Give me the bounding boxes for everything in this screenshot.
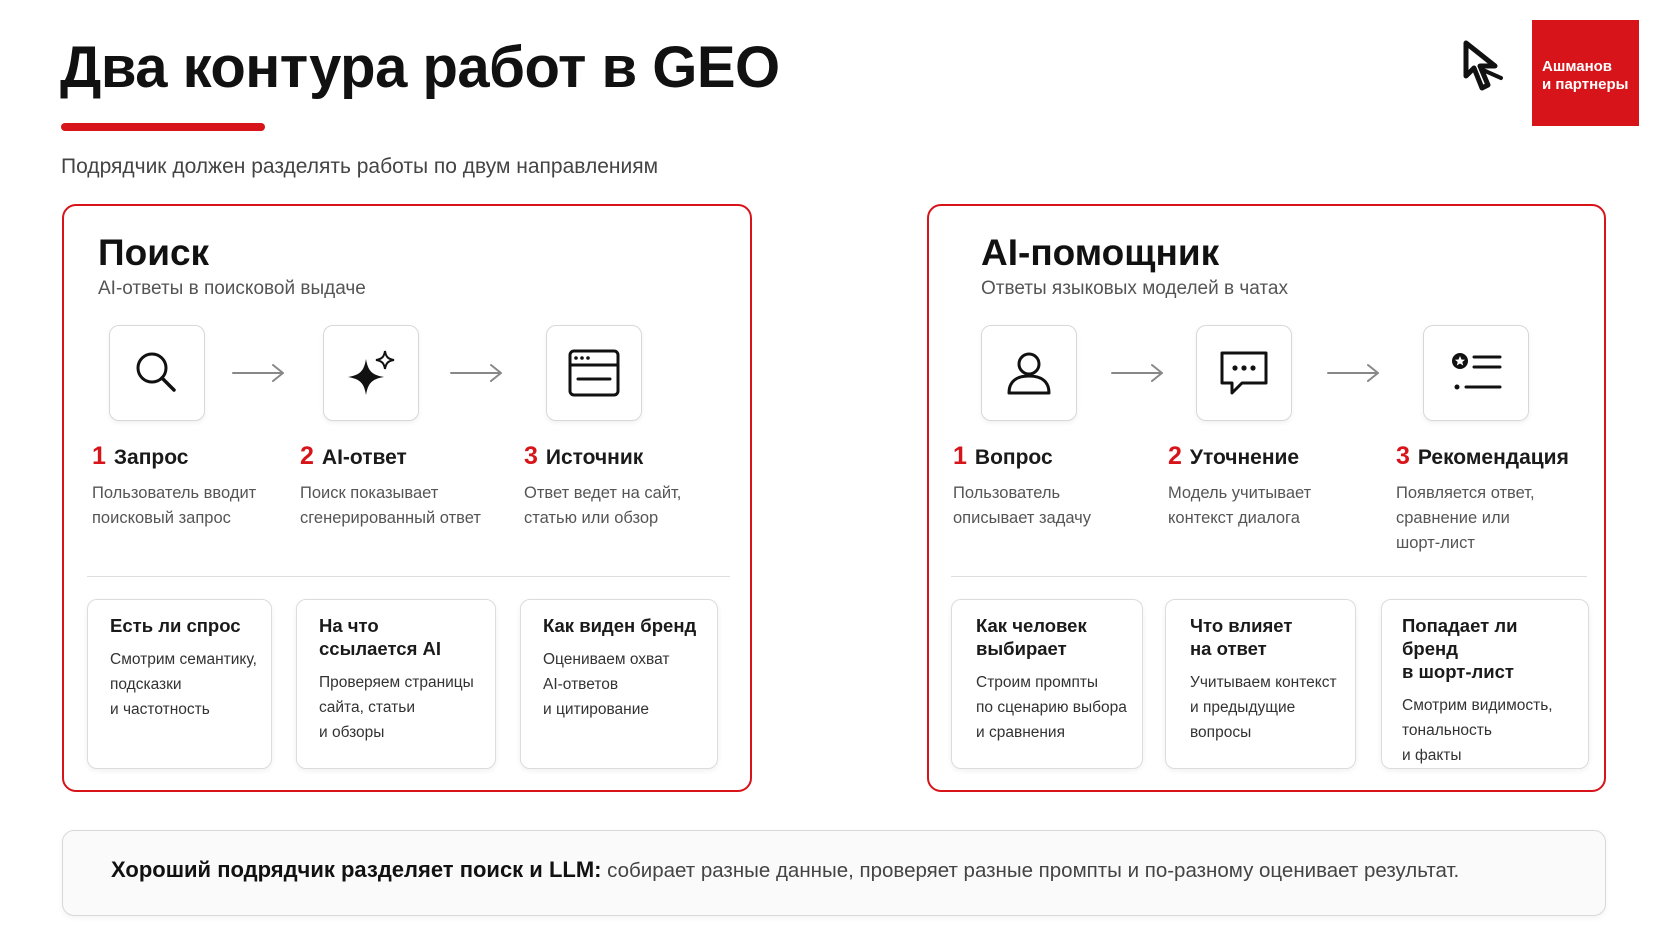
search-panel-subtitle: AI-ответы в поисковой выдаче [98,278,366,299]
page-subtitle: Подрядчик должен разделять работы по двум направлениям [61,155,659,178]
info-card [296,599,496,769]
info-card [520,599,718,769]
assistant-panel [927,204,1606,792]
step-icon-box [323,325,419,421]
section-divider [951,576,1587,577]
company-logo [1532,20,1639,126]
step-label: Вопрос [974,446,1053,469]
step-icon-box [1423,325,1529,421]
step-number: 2 [300,442,314,470]
chat-bubble-icon [1214,343,1274,403]
card-title: Что влияет на ответ [1190,615,1293,659]
step-description: Пользователь вводит поисковый запрос [92,484,257,527]
step-label: Источник [545,446,644,469]
assistant-panel-title: AI-помощник [981,232,1220,273]
step-1 [953,442,1053,471]
user-icon [999,343,1059,403]
step-3 [1396,442,1569,471]
search-panel-title: Поиск [98,232,210,273]
step-icon-box [546,325,642,421]
arrow-right-icon [1110,360,1166,386]
card-text: Учитываем контекст и предыдущие вопросы [1190,674,1337,741]
title-underline [61,123,265,131]
step-number: 3 [524,442,538,470]
card-title: Как виден бренд [543,615,697,636]
step-description: Модель учитывает контекст диалога [1168,484,1312,527]
card-text: Оцениваем охват AI-ответов и цитирование [543,651,670,718]
card-title: Попадает ли бренд в шорт-лист [1402,615,1518,682]
browser-window-icon [564,343,624,403]
step-description: Пользователь описывает задачу [953,484,1091,527]
step-icon-box [981,325,1077,421]
step-icon-box [109,325,205,421]
summary-banner [62,830,1606,916]
card-text: Строим промпты по сценарию выбора и сравнения [976,674,1127,741]
step-description: Поиск показывает сгенерированный ответ [300,484,481,527]
step-label: Рекомендация [1417,446,1569,469]
cursor-arrow-icon [1463,40,1505,98]
info-card [951,599,1143,769]
step-2 [1168,442,1299,471]
step-number: 2 [1168,442,1182,470]
step-3 [524,442,643,471]
step-label: Уточнение [1189,446,1300,469]
card-text: Смотрим семантику, подсказки и частотность [110,651,257,718]
info-card [1381,599,1589,769]
search-panel [62,204,752,792]
step-2 [300,442,407,471]
step-number: 3 [1396,442,1410,470]
starred-list-icon [1446,343,1506,403]
info-card [87,599,272,769]
step-label: AI-ответ [321,446,407,469]
page-title: Два контура работ в GEO [60,35,780,100]
arrow-right-icon [231,360,287,386]
card-text: Смотрим видимость, тональность и факты [1402,697,1553,764]
logo-line-2: и партнеры [1542,76,1629,93]
step-description: Ответ ведет на сайт, статью или обзор [524,484,682,527]
step-number: 1 [953,442,967,470]
card-title: Есть ли спрос [110,615,241,636]
step-number: 1 [92,442,106,470]
assistant-panel-subtitle: Ответы языковых моделей в чатах [981,278,1288,299]
card-title: Как человек выбирает [976,615,1087,659]
info-card [1165,599,1356,769]
step-description: Появляется ответ, сравнение или шорт-лист [1396,484,1535,552]
summary-text: собирает разные данные, проверяет разные промпты и по-разному оценивает результат. [601,859,1460,882]
arrow-right-icon [1326,360,1382,386]
step-icon-box [1196,325,1292,421]
magnifier-icon [127,343,187,403]
section-divider [87,576,730,577]
sparkle-icon [341,343,401,403]
card-title: На что ссылается AI [319,615,442,659]
logo-line-1: Ашманов [1542,58,1613,75]
step-label: Запрос [113,446,189,469]
summary-bold: Хороший подрядчик разделяет поиск и LLM: [111,857,602,882]
step-1 [92,442,188,471]
arrow-right-icon [449,360,505,386]
card-text: Проверяем страницы сайта, статьи и обзоры [319,674,474,741]
